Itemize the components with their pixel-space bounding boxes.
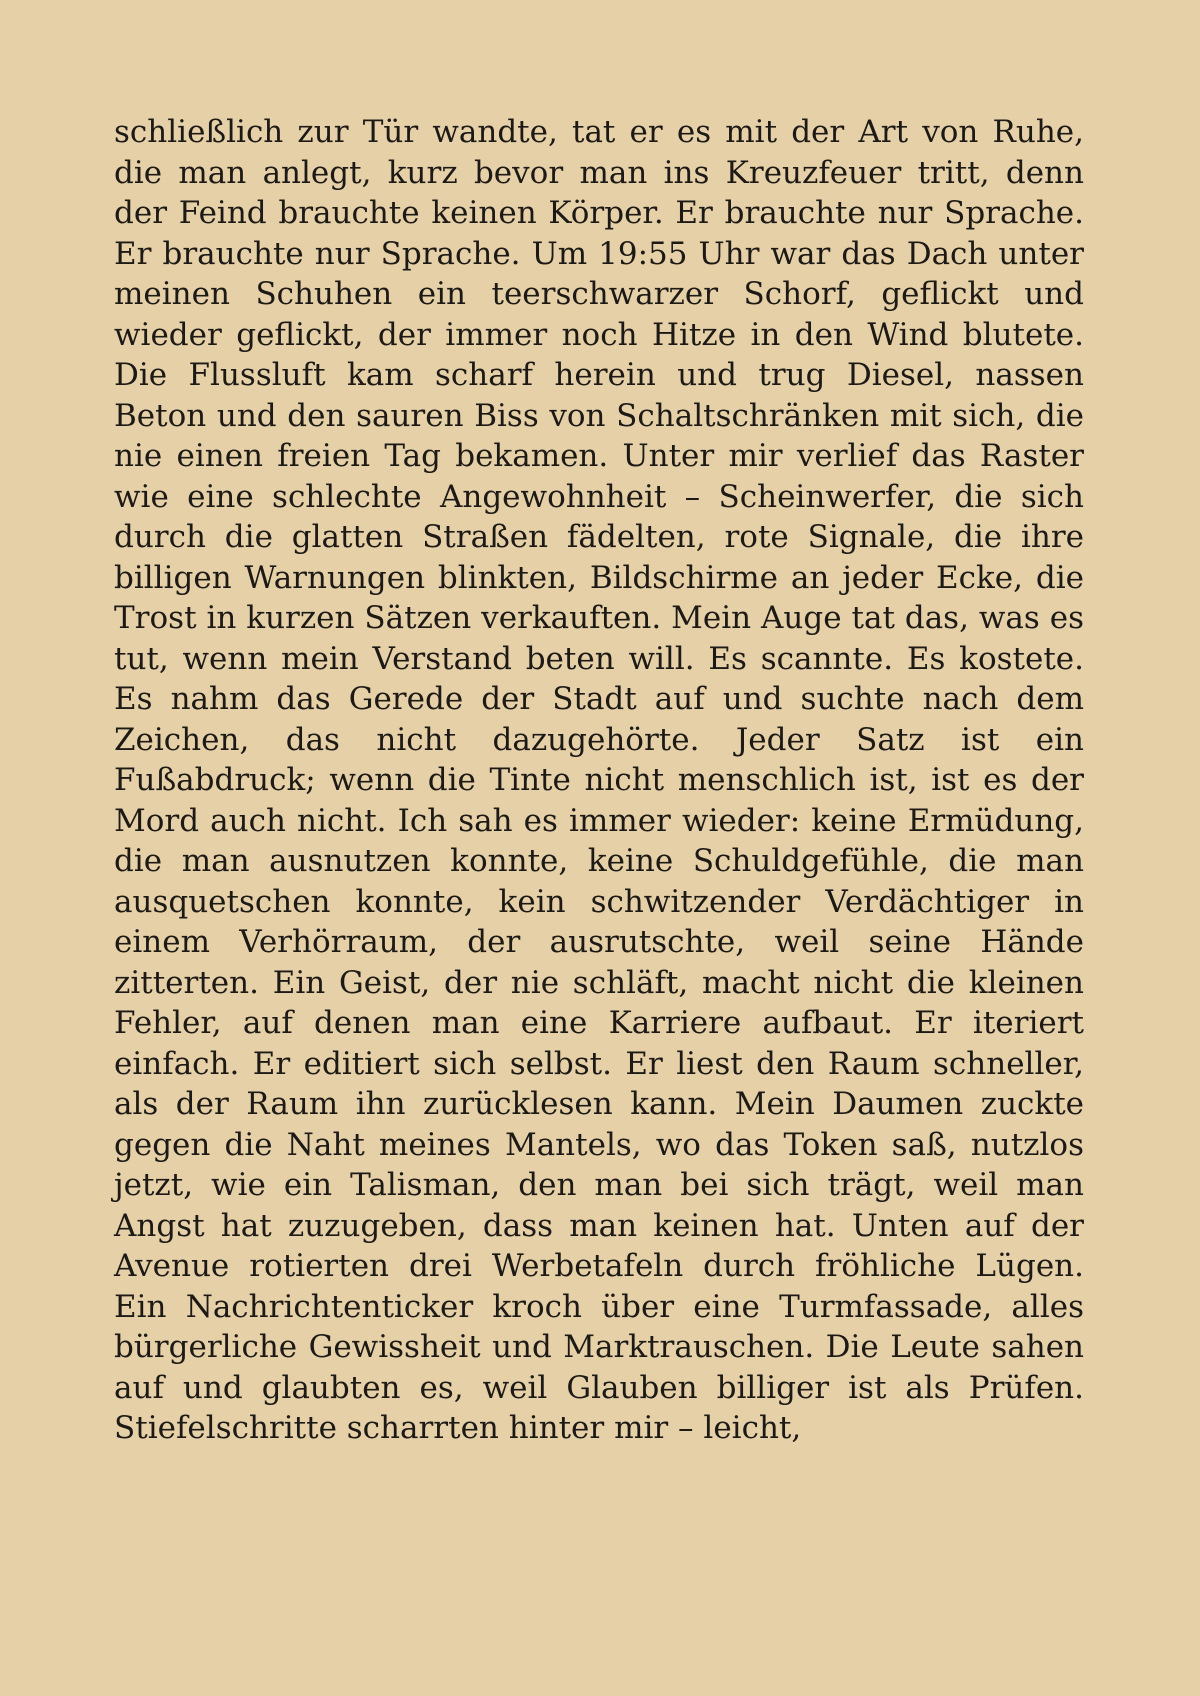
body-paragraph: schließlich zur Tür wandte, tat er es mit der Art von Ruhe, die man anlegt, kurz bevor man ins Kreuzfeuer tritt, denn der Feind brauchte keinen Körper. Er brauchte nur Sprache. Er brauchte nur Sprache. Um 19:55 Uhr war das Dach unter meinen Schuhen ein teerschwarzer Schorf, geflickt und wieder geflickt, der immer noch Hitze in den Wind blutete. Die Flussluft kam scharf herein und trug Diesel, nassen Beton und den sauren Biss von Schaltschränken mit sich, die nie einen freien Tag bekamen. Unter mir verlief das Raster wie eine schlechte Angewohnheit – Scheinwerfer, die sich durch die glatten Straßen fädelten, rote Signale, die ihre billigen Warnungen blinkten, Bildschirme an jeder Ecke, die Trost in kurzen Sätzen verkauften. Mein Auge tat das, was es tut, wenn mein Verstand beten will. Es scannte. Es kostete. Es nahm das Gerede der Stadt auf und suchte nach dem Zeichen, das nicht dazugehörte. Jeder Satz ist ein Fußabdruck; wenn die Tinte nicht menschlich ist, ist es der Mord auch nicht. Ich sah es immer wieder: keine Ermüdung, die man ausnutzen konnte, keine Schuldgefühle, die man ausquetschen konnte, kein schwitzender Verdächtiger in einem Verhörraum, der ausrutschte, weil seine Hände zitterten. Ein Geist, der nie schläft, macht nicht die kleinen Fehler, auf denen man eine Karriere aufbaut. Er iteriert einfach. Er editiert sich selbst. Er liest den Raum schneller, als der Raum ihn zurücklesen kann. Mein Daumen zuckte gegen die Naht meines Mantels, wo das Token saß, nutzlos jetzt, wie ein Talisman, den man bei sich trägt, weil man Angst hat zuzugeben, dass man keinen hat. Unten auf der Avenue rotierten drei Werbetafeln durch fröhliche Lügen. Ein Nachrichtenticker kroch über eine Turmfassade, alles bürgerliche Gewissheit und Marktrauschen. Die Leute sahen auf und glaubten es, weil Glauben billiger ist als Prüfen. Stiefelschritte scharrten hinter mir – leicht,: [114, 114, 1084, 1446]
